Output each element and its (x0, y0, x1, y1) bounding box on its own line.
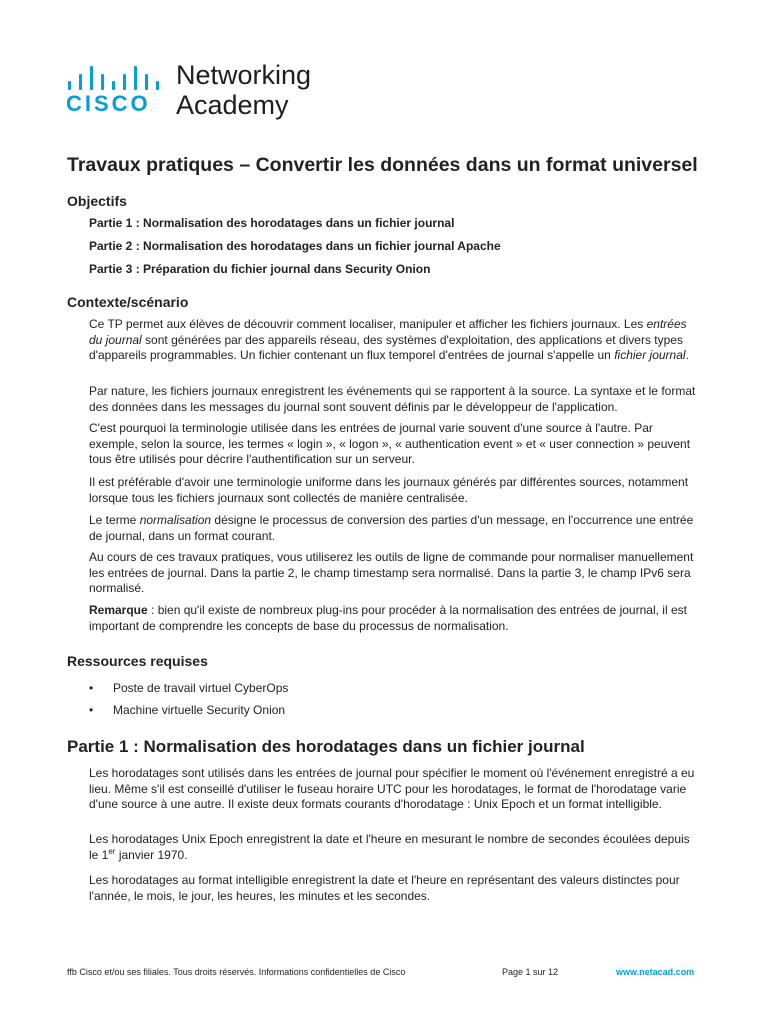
ressources-heading: Ressources requises (67, 653, 208, 669)
footer-netacad-link[interactable]: www.netacad.com (616, 967, 695, 977)
partie1-heading: Partie 1 : Normalisation des horodatages dans un fichier journal (67, 737, 585, 756)
contexte-note: Remarque : bien qu'il existe de nombreux plug-ins pour procéder à la normalisation des entrées de journal, il est important de comprendre les concepts de base du processus de normalisation. (89, 603, 687, 633)
academy-label: Academy (176, 90, 289, 120)
cisco-networking-academy-logo (66, 62, 336, 122)
contexte-paragraph-1: Ce TP permet aux élèves de découvrir comment localiser, manipuler et afficher les fichiers journaux. Les entrées du journal sont générées par des appareils réseau, des systèmes d'exploitation, des applications et divers types d'appareils programmables. Un fichier contenant un flux temporel d'entrées de journal s'appelle un fichier journal. (89, 317, 689, 363)
partie1-paragraph-2: Les horodatages Unix Epoch enregistrent la date et l'heure en mesurant le nombre de secondes écoulées depuis le 1er janvier 1970. (89, 832, 690, 862)
contexte-paragraph-5: Le terme normalisation désigne le processus de conversion des parties d'un message, en l'occurrence une entrée de journal, dans un format courant. (89, 513, 694, 543)
cisco-bars-icon (66, 62, 162, 90)
list-item: • Machine virtuelle Security Onion (89, 703, 286, 717)
footer-page-number: Page 1 sur 12 (502, 967, 559, 977)
objectif-item: Partie 2 : Normalisation des horodatages dans un fichier journal Apache (89, 239, 501, 253)
networking-label: Networking (176, 60, 312, 90)
contexte-paragraph-6: Au cours de ces travaux pratiques, vous utiliserez les outils de ligne de commande pour normaliser manuellement les entrées de journal. Dans la partie 2, le champ timestamp sera normalisé. Dans la partie 3, le champ IPv6 sera normalisé. (89, 550, 694, 596)
objectifs-heading: Objectifs (67, 193, 127, 209)
document-title: Travaux pratiques – Convertir les données dans un format universel (67, 154, 698, 176)
contexte-heading: Contexte/scénario (67, 294, 189, 310)
bullet-icon: • (89, 681, 94, 695)
contexte-paragraph-4: Il est préférable d'avoir une terminologie uniforme dans les journaux générés par différentes sources, notamment lorsque tous les fichiers journaux sont collectés de manière centralisée. (89, 475, 689, 505)
cisco-wordmark: CISCO. (66, 91, 153, 116)
contexte-paragraph-3: C'est pourquoi la terminologie utilisée dans les entrées de journal varie souvent d'une source à l'autre. Par exemple, selon la source, les termes « login », « logon », « authentication event » et « user connection » peuvent tous être utilisés pour décrire l'authentification sur un serveur. (89, 421, 691, 467)
partie1-paragraph-3: Les horodatages au format intelligible enregistrent la date et l'heure en représentant des valeurs distinctes pour l'année, le mois, le jour, les heures, les minutes et les secondes. (89, 873, 680, 903)
bullet-icon: • (89, 703, 94, 717)
list-item: • Poste de travail virtuel CyberOps (89, 681, 289, 695)
objectif-item: Partie 3 : Préparation du fichier journal dans Security Onion (89, 262, 431, 276)
networking-academy-text (176, 60, 311, 120)
contexte-paragraph-2: Par nature, les fichiers journaux enregistrent les événements qui se rapportent à la source. La syntaxe et le format des données dans les messages du journal sont souvent définis par le développeur de l'application. (89, 384, 696, 414)
partie1-paragraph-1: Les horodatages sont utilisés dans les entrées de journal pour spécifier le moment où l'événement enregistré a eu lieu. Même s'il est conseillé d'utiliser le fuseau horaire UTC pour les horodatages, le format de l'horodatage varie d'une source à une autre. Il existe deux formats courants d'horodatage : Unix Epoch et un format intelligible. (89, 766, 695, 812)
objectif-item: Partie 1 : Normalisation des horodatages dans un fichier journal (89, 216, 455, 230)
footer-copyright: ffb Cisco et/ou ses filiales. Tous droits réservés. Informations confidentielles de Cisco (67, 967, 406, 977)
